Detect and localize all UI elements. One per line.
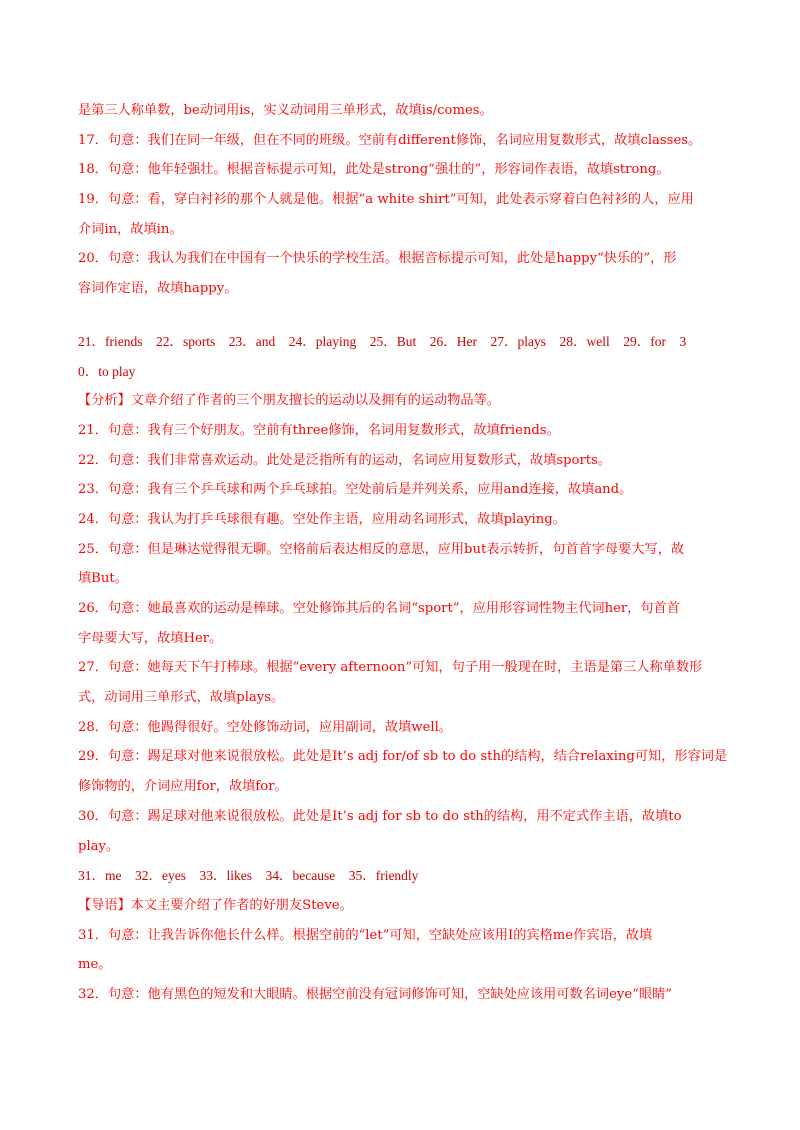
text-line: 17．句意：我们在同一年级，但在不同的班级。空前有different修饰，名词应用复数形式，故填classes。 [78, 132, 702, 148]
text-line: 27．句意：她每天下午打棒球。根据“every afternoon”可知，句子用一般现在时，主语是第三人称单数形 [78, 660, 703, 676]
text-line: 容词作定语，故填happy。 [78, 281, 238, 297]
text-line: me。 [78, 957, 112, 973]
text-line: 30．句意：踢足球对他来说很放松。此处是It’s adj for sb to do sth的结构，用不定式作主语，故填to [78, 808, 682, 824]
text-line: 是第三人称单数，be动词用is，实义动词用三单形式，故填is/comes。 [78, 103, 493, 118]
text-line: 字母要大写，故填Her。 [78, 630, 223, 646]
section-gap [78, 304, 724, 327]
text-line: 填But。 [78, 571, 128, 587]
answer-line: 21．friends 22．sports 23．and 24．playing 25．But 26．Her 27．plays 28．well 29．for 3 [78, 333, 687, 349]
text-line: 29．句意：踢足球对他来说很放松。此处是It’s adj for/of sb to do sth的结构，结合relaxing可知，形容词是 [78, 749, 728, 765]
text-line: 32．句意：他有黑色的短发和大眼睛。根据空前没有冠词修饰可知，空缺处应该用可数名词eye“眼睛” [78, 986, 673, 1002]
text-line: 28．句意：他踢得很好。空处修饰动词，应用副词，故填well。 [78, 719, 452, 735]
guide-heading: 【导语】本文主要介绍了作者的好朋友Steve。 [78, 897, 353, 913]
answers-21-30 [78, 327, 724, 386]
answer-key-page [78, 96, 728, 1010]
answers-31-35 [78, 861, 724, 891]
answer-line: 31．me 32．eyes 33．likes 34．because 35．friendly [78, 868, 419, 884]
text-line: 24．句意：我认为打乒乓球很有趣。空处作主语，应用动名词形式，故填playing。 [78, 511, 566, 527]
text-line: 26．句意：她最喜欢的运动是棒球。空处修饰其后的名词“sport”，应用形容词性物主代词her，句首首 [78, 601, 680, 616]
explanations-block-3 [78, 891, 724, 1010]
text-line: 介词in，故填in。 [78, 221, 183, 237]
text-line: 22．句意：我们非常喜欢运动。此处是泛指所有的运动，名词应用复数形式，故填sports。 [78, 452, 612, 468]
text-line: 21．句意：我有三个好朋友。空前有three修饰，名词用复数形式，故填friends。 [78, 422, 560, 438]
text-line: play。 [78, 838, 120, 854]
answer-line: 0．to play [78, 363, 136, 379]
text-line: 式，动词用三单形式，故填plays。 [78, 690, 285, 706]
text-line: 19．句意：看，穿白衬衫的那个人就是他。根据“a white shirt”可知，此处表示穿着白色衬衫的人，应用 [78, 192, 694, 208]
text-line: 25．句意：但是琳达觉得很无聊。空格前后表达相反的意思，应用but表示转折，句首首字母要大写，故 [78, 541, 685, 557]
explanations-block-1 [78, 96, 724, 304]
analysis-heading: 【分析】文章介绍了作者的三个朋友擅长的运动以及拥有的运动物品等。 [78, 393, 500, 409]
text-line: 修饰物的，介词应用for，故填for。 [78, 779, 288, 795]
explanations-block-2 [78, 386, 728, 861]
text-line: 31．句意：让我告诉你他长什么样。根据空前的“let”可知，空缺处应该用I的宾格me作宾语，故填 [78, 927, 653, 943]
text-line: 18．句意：他年轻强壮。根据音标提示可知，此处是strong“强壮的”，形容词作表语，故填strong。 [78, 162, 670, 178]
text-line: 20．句意：我认为我们在中国有一个快乐的学校生活。根据音标提示可知，此处是happy“快乐的”，形 [78, 251, 677, 267]
text-line: 23．句意：我有三个乒乓球和两个乒乓球拍。空处前后是并列关系，应用and连接，故填and。 [78, 482, 633, 498]
